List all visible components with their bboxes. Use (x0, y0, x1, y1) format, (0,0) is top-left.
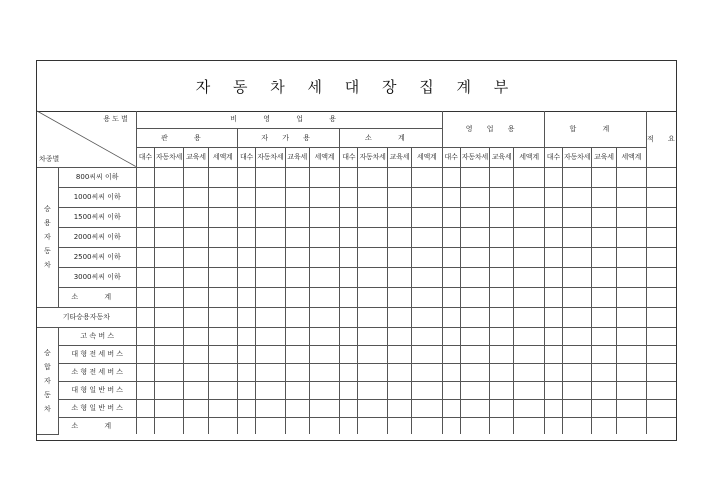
table-row (37, 417, 676, 434)
row-label: 2000씨씨 이하 (58, 227, 136, 247)
table-row (37, 287, 676, 307)
col-auto-tax-private: 자동차세 (256, 147, 285, 167)
vehicle-type-header-label: 차종별 (39, 154, 60, 163)
table-row (37, 345, 676, 363)
row-label: 2500씨씨 이하 (58, 247, 136, 267)
col-tax-total-subtotal: 세액계 (412, 147, 442, 167)
passenger-group-label: 승용자동차 (37, 167, 58, 307)
bus-group-label: 승합자동차 (37, 327, 58, 434)
col-auto-tax-total: 자동차세 (562, 147, 591, 167)
table-row (37, 307, 676, 327)
table-row (37, 187, 676, 207)
ledger-form (36, 60, 681, 441)
table-row (37, 363, 676, 381)
col-auto-tax-government: 자동차세 (154, 147, 183, 167)
table-row (37, 267, 676, 287)
col-edu-tax-government: 교육세 (184, 147, 208, 167)
row-label: 대 형 전 세 버 스 (58, 345, 136, 363)
col-tax-total-total: 세액계 (616, 147, 646, 167)
col-edu-tax-private: 교육세 (285, 147, 309, 167)
col-tax-total-government: 세액계 (208, 147, 237, 167)
table-row (37, 247, 676, 267)
col-count-business: 대수 (442, 147, 460, 167)
table-row (37, 207, 676, 227)
total-header: 합 계 (544, 111, 646, 147)
row-label: 1500씨씨 이하 (58, 207, 136, 227)
title-row (37, 61, 676, 112)
row-label: 소 형 전 세 버 스 (58, 363, 136, 381)
col-count-total: 대수 (544, 147, 562, 167)
non-business-header: 비 영 업 용 (136, 111, 442, 128)
remarks-header: 적 요 (647, 111, 677, 167)
col-tax-total-private: 세액계 (309, 147, 339, 167)
col-count-subtotal: 대수 (340, 147, 358, 167)
government-header: 관 용 (136, 128, 237, 147)
subtotal-header: 소 계 (340, 128, 442, 147)
col-edu-tax-business: 교육세 (490, 147, 514, 167)
table-row (37, 227, 676, 247)
page-title: 자 동 차 세 대 장 집 계 부 (195, 77, 518, 96)
table-row (37, 399, 676, 417)
col-tax-total-business: 세액계 (514, 147, 544, 167)
other-passenger-label: 기타승용자동차 (37, 307, 136, 327)
bus-subtotal-label: 소 계 (58, 417, 136, 434)
col-edu-tax-total: 교육세 (592, 147, 616, 167)
row-label: 고 속 버 스 (58, 327, 136, 345)
table-row (37, 327, 676, 345)
row-label: 800씨씨 이하 (58, 167, 136, 187)
row-label: 대 형 일 반 버 스 (58, 381, 136, 399)
corner-header-cell (37, 111, 136, 167)
table-row (37, 167, 676, 187)
private-header: 자 가 용 (237, 128, 339, 147)
col-auto-tax-subtotal: 자동차세 (358, 147, 387, 167)
col-count-private: 대수 (237, 147, 255, 167)
table-row (37, 381, 676, 399)
ledger-table (37, 111, 681, 435)
row-label: 1000씨씨 이하 (58, 187, 136, 207)
row-label: 소 형 일 반 버 스 (58, 399, 136, 417)
passenger-subtotal-label: 소 계 (58, 287, 136, 307)
business-header: 영 업 용 (442, 111, 544, 147)
row-label: 3000씨씨 이하 (58, 267, 136, 287)
col-count-government: 대수 (136, 147, 154, 167)
usage-header-label: 용도별 (103, 115, 130, 123)
col-auto-tax-business: 자동차세 (460, 147, 489, 167)
col-edu-tax-subtotal: 교육세 (387, 147, 411, 167)
